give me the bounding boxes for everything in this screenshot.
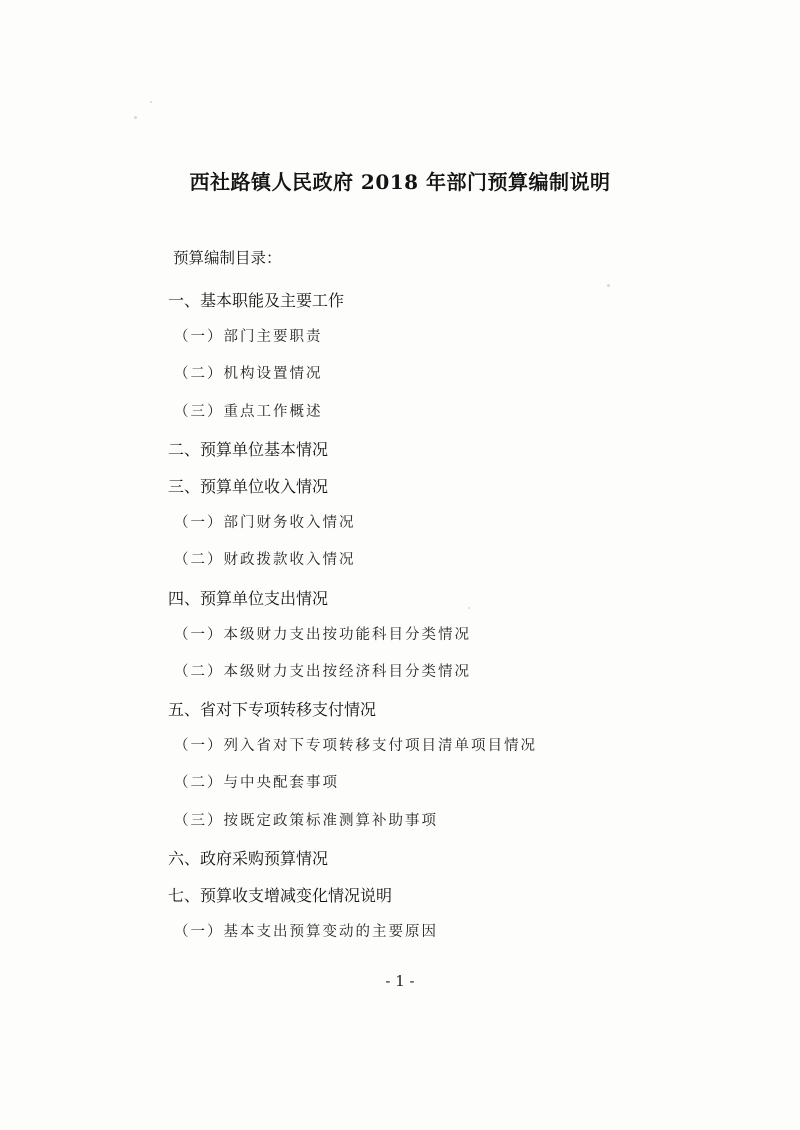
toc-section-heading: 二、预算单位基本情况 <box>168 439 329 459</box>
toc-subsection-item: （一）本级财力支出按功能科目分类情况 <box>174 626 471 643</box>
toc-subsection-item: （二）机构设置情况 <box>174 366 323 383</box>
document-title: 西社路镇人民政府 2018 年部门预算编制说明 <box>189 170 611 194</box>
toc-subsection-item: （二）与中央配套事项 <box>174 775 339 792</box>
toc-section-heading: 六、政府采购预算情况 <box>168 848 329 868</box>
toc-subsection-item: （二）财政拨款收入情况 <box>174 552 356 569</box>
toc-section-heading: 七、预算收支增减变化情况说明 <box>168 886 393 905</box>
toc-section-heading: 三、预算单位收入情况 <box>168 476 329 496</box>
toc-subsection-item: （三）按既定政策标准测算补助事项 <box>174 812 438 829</box>
toc-subsection-item: （三）重点工作概述 <box>174 403 323 420</box>
toc-label: 预算编制目录： <box>173 249 282 267</box>
toc-subsection-item: （一）列入省对下专项转移支付项目清单项目情况 <box>174 738 537 755</box>
toc-subsection-item: （二）本级财力支出按经济科目分类情况 <box>174 663 471 680</box>
scan-speck <box>607 284 610 287</box>
toc-section-heading: 一、基本职能及主要工作 <box>168 291 345 310</box>
page-number: - 1 - <box>385 972 415 990</box>
table-of-contents <box>168 282 537 951</box>
toc-subsection-item: （一）部门财务收入情况 <box>174 515 356 532</box>
toc-subsection-item: （一）基本支出预算变动的主要原因 <box>174 924 438 941</box>
toc-section-heading: 四、预算单位支出情况 <box>168 588 329 608</box>
toc-section-heading: 五、省对下专项转移支付情况 <box>168 700 377 720</box>
scan-speck <box>150 101 152 103</box>
toc-subsection-item: （一）部门主要职责 <box>174 329 323 346</box>
scan-speck <box>134 116 137 119</box>
